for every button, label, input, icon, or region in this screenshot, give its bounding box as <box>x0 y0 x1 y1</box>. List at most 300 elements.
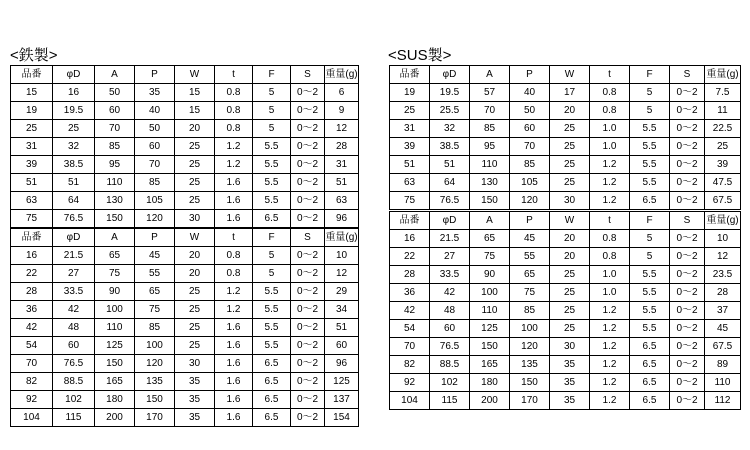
table-cell: 6.5 <box>253 210 291 228</box>
table-cell: 1.6 <box>215 192 253 210</box>
column-header: P <box>510 212 550 230</box>
table-cell: 5 <box>630 248 670 266</box>
table-cell: 0～2 <box>670 102 705 120</box>
table-row <box>390 192 741 210</box>
table-cell: 15 <box>175 102 215 120</box>
table-cell: 1.6 <box>215 355 253 373</box>
table-cell: 0.8 <box>590 248 630 266</box>
table-cell: 1.6 <box>215 319 253 337</box>
table-cell: 100 <box>510 320 550 338</box>
table-row <box>390 138 741 156</box>
table-cell: 60 <box>430 320 470 338</box>
table-cell: 25.5 <box>430 102 470 120</box>
table-cell: 5.5 <box>253 337 291 355</box>
table-cell: 102 <box>430 374 470 392</box>
table-row <box>11 265 359 283</box>
table-cell: 70 <box>510 138 550 156</box>
table-cell: 200 <box>470 392 510 410</box>
table-cell: 6.5 <box>630 392 670 410</box>
table-cell: 27 <box>430 248 470 266</box>
table-row <box>11 192 359 210</box>
table-cell: 40 <box>510 84 550 102</box>
table-cell: 64 <box>430 174 470 192</box>
table-cell: 6.5 <box>630 192 670 210</box>
table-cell: 0～2 <box>670 120 705 138</box>
table-cell: 60 <box>135 138 175 156</box>
table-cell: 85 <box>510 302 550 320</box>
table-row <box>390 320 741 338</box>
column-header: F <box>253 229 291 247</box>
table-cell: 0～2 <box>670 156 705 174</box>
table-cell: 51 <box>325 319 359 337</box>
table-cell: 33.5 <box>430 266 470 284</box>
table-cell: 51 <box>11 174 53 192</box>
table-cell: 0～2 <box>291 102 325 120</box>
table-cell: 0～2 <box>291 391 325 409</box>
column-header: 重量(g) <box>325 66 359 84</box>
table-cell: 70 <box>135 156 175 174</box>
iron-small-table <box>10 65 359 228</box>
table-cell: 0～2 <box>670 338 705 356</box>
table-cell: 137 <box>325 391 359 409</box>
table-cell: 5.5 <box>630 320 670 338</box>
table-cell: 5 <box>630 230 670 248</box>
header-row <box>390 66 741 84</box>
table-cell: 110 <box>95 319 135 337</box>
column-header: 重量(g) <box>325 229 359 247</box>
column-header: P <box>510 66 550 84</box>
table-cell: 65 <box>510 266 550 284</box>
table-cell: 105 <box>135 192 175 210</box>
table-cell: 150 <box>95 355 135 373</box>
table-cell: 1.0 <box>590 138 630 156</box>
table-cell: 88.5 <box>53 373 95 391</box>
table-cell: 100 <box>470 284 510 302</box>
table-cell: 19 <box>390 84 430 102</box>
table-cell: 5.5 <box>253 174 291 192</box>
table-row <box>11 355 359 373</box>
table-cell: 5.5 <box>253 301 291 319</box>
table-cell: 0～2 <box>291 319 325 337</box>
table-cell: 0～2 <box>291 192 325 210</box>
table-row <box>11 156 359 174</box>
table-cell: 5 <box>630 102 670 120</box>
table-cell: 0～2 <box>291 174 325 192</box>
iron-large-table <box>10 228 359 427</box>
table-cell: 5.5 <box>253 192 291 210</box>
table-cell: 50 <box>135 120 175 138</box>
table-cell: 36 <box>390 284 430 302</box>
table-cell: 70 <box>95 120 135 138</box>
table-cell: 25 <box>175 138 215 156</box>
table-cell: 28 <box>11 283 53 301</box>
column-header: W <box>175 66 215 84</box>
table-row <box>390 374 741 392</box>
table-cell: 50 <box>95 84 135 102</box>
table-cell: 5 <box>253 265 291 283</box>
table-cell: 51 <box>325 174 359 192</box>
column-header: 重量(g) <box>705 66 741 84</box>
table-row <box>11 319 359 337</box>
table-cell: 130 <box>95 192 135 210</box>
table-cell: 1.0 <box>590 120 630 138</box>
table-cell: 21.5 <box>53 247 95 265</box>
column-header: F <box>630 66 670 84</box>
table-cell: 35 <box>175 391 215 409</box>
table-cell: 5.5 <box>630 266 670 284</box>
table-cell: 37 <box>705 302 741 320</box>
table-cell: 75 <box>390 192 430 210</box>
table-cell: 0～2 <box>291 210 325 228</box>
table-cell: 0～2 <box>291 409 325 427</box>
table-cell: 76.5 <box>53 210 95 228</box>
table-cell: 110 <box>470 302 510 320</box>
table-cell: 0～2 <box>291 120 325 138</box>
table-row <box>390 338 741 356</box>
table-cell: 20 <box>550 102 590 120</box>
column-header: 品番 <box>390 66 430 84</box>
table-cell: 1.2 <box>590 338 630 356</box>
table-cell: 6.5 <box>253 409 291 427</box>
table-cell: 100 <box>95 301 135 319</box>
table-row <box>390 84 741 102</box>
table-cell: 22.5 <box>705 120 741 138</box>
table-row <box>11 120 359 138</box>
table-cell: 0～2 <box>670 138 705 156</box>
column-header: φD <box>53 229 95 247</box>
table-cell: 75 <box>135 301 175 319</box>
table-cell: 30 <box>550 338 590 356</box>
column-header: 重量(g) <box>705 212 741 230</box>
table-cell: 1.2 <box>590 320 630 338</box>
table-cell: 12 <box>325 120 359 138</box>
table-cell: 5.5 <box>253 319 291 337</box>
table-cell: 22 <box>11 265 53 283</box>
table-cell: 51 <box>430 156 470 174</box>
table-cell: 64 <box>53 192 95 210</box>
table-cell: 0～2 <box>291 373 325 391</box>
table-cell: 0～2 <box>670 284 705 302</box>
table-row <box>390 102 741 120</box>
table-cell: 0～2 <box>670 192 705 210</box>
table-cell: 63 <box>325 192 359 210</box>
column-header: F <box>253 66 291 84</box>
table-cell: 0～2 <box>670 248 705 266</box>
column-header: 品番 <box>11 229 53 247</box>
table-row <box>390 302 741 320</box>
table-cell: 30 <box>550 192 590 210</box>
table-cell: 25 <box>390 102 430 120</box>
table-cell: 45 <box>705 320 741 338</box>
table-cell: 5.5 <box>630 302 670 320</box>
table-cell: 85 <box>470 120 510 138</box>
table-cell: 27 <box>53 265 95 283</box>
table-row <box>390 156 741 174</box>
column-header: t <box>590 66 630 84</box>
table-cell: 5 <box>253 84 291 102</box>
table-cell: 25 <box>550 284 590 302</box>
iron-heading: <鉄製> <box>10 47 58 64</box>
table-cell: 0～2 <box>670 356 705 374</box>
table-cell: 0.8 <box>215 84 253 102</box>
table-cell: 19.5 <box>53 102 95 120</box>
table-row <box>11 409 359 427</box>
column-header: φD <box>53 66 95 84</box>
table-cell: 135 <box>510 356 550 374</box>
sus-small-table <box>389 65 741 210</box>
table-cell: 7.5 <box>705 84 741 102</box>
table-cell: 25 <box>175 319 215 337</box>
table-cell: 34 <box>325 301 359 319</box>
table-cell: 20 <box>175 247 215 265</box>
table-cell: 1.2 <box>215 283 253 301</box>
column-header: P <box>135 229 175 247</box>
table-cell: 25 <box>705 138 741 156</box>
table-cell: 16 <box>11 247 53 265</box>
column-header: S <box>291 229 325 247</box>
table-cell: 31 <box>390 120 430 138</box>
table-cell: 28 <box>390 266 430 284</box>
table-cell: 1.2 <box>590 174 630 192</box>
table-cell: 16 <box>53 84 95 102</box>
table-cell: 6.5 <box>630 356 670 374</box>
table-cell: 25 <box>175 192 215 210</box>
table-cell: 32 <box>430 120 470 138</box>
table-cell: 1.2 <box>590 392 630 410</box>
table-cell: 180 <box>470 374 510 392</box>
table-row <box>11 373 359 391</box>
table-cell: 5.5 <box>253 156 291 174</box>
table-cell: 0.8 <box>590 102 630 120</box>
table-cell: 25 <box>550 174 590 192</box>
table-cell: 0～2 <box>291 301 325 319</box>
table-cell: 16 <box>390 230 430 248</box>
table-cell: 10 <box>705 230 741 248</box>
header-row <box>11 229 359 247</box>
table-row <box>11 301 359 319</box>
table-cell: 17 <box>550 84 590 102</box>
table-cell: 36 <box>11 301 53 319</box>
table-row <box>11 102 359 120</box>
table-cell: 104 <box>390 392 430 410</box>
table-cell: 5.5 <box>630 138 670 156</box>
column-header: W <box>550 212 590 230</box>
table-cell: 20 <box>175 265 215 283</box>
table-cell: 76.5 <box>430 338 470 356</box>
table-cell: 0.8 <box>215 102 253 120</box>
table-cell: 95 <box>470 138 510 156</box>
table-cell: 115 <box>430 392 470 410</box>
table-row <box>11 84 359 102</box>
table-cell: 165 <box>470 356 510 374</box>
table-cell: 42 <box>11 319 53 337</box>
header-row <box>390 212 741 230</box>
table-cell: 70 <box>390 338 430 356</box>
table-cell: 6.5 <box>630 338 670 356</box>
table-cell: 120 <box>135 355 175 373</box>
column-header: W <box>175 229 215 247</box>
table-cell: 5 <box>253 120 291 138</box>
table-cell: 75 <box>510 284 550 302</box>
table-cell: 110 <box>705 374 741 392</box>
table-cell: 25 <box>550 302 590 320</box>
column-header: A <box>470 212 510 230</box>
table-cell: 1.6 <box>215 210 253 228</box>
table-cell: 65 <box>95 247 135 265</box>
table-cell: 1.0 <box>590 284 630 302</box>
table-cell: 48 <box>430 302 470 320</box>
table-cell: 70 <box>11 355 53 373</box>
table-cell: 1.6 <box>215 373 253 391</box>
table-cell: 25 <box>175 156 215 174</box>
table-row <box>390 230 741 248</box>
table-row <box>390 284 741 302</box>
column-header: t <box>590 212 630 230</box>
table-cell: 0～2 <box>291 84 325 102</box>
table-cell: 42 <box>390 302 430 320</box>
table-cell: 33.5 <box>53 283 95 301</box>
table-cell: 65 <box>135 283 175 301</box>
table-row <box>390 174 741 192</box>
table-cell: 82 <box>390 356 430 374</box>
table-cell: 11 <box>705 102 741 120</box>
table-cell: 180 <box>95 391 135 409</box>
table-row <box>390 120 741 138</box>
table-cell: 25 <box>175 337 215 355</box>
table-cell: 6.5 <box>253 391 291 409</box>
table-cell: 32 <box>53 138 95 156</box>
table-cell: 15 <box>11 84 53 102</box>
table-cell: 51 <box>390 156 430 174</box>
table-cell: 5 <box>253 247 291 265</box>
table-cell: 154 <box>325 409 359 427</box>
table-cell: 135 <box>135 373 175 391</box>
column-header: W <box>550 66 590 84</box>
table-cell: 6.5 <box>630 374 670 392</box>
table-cell: 6.5 <box>253 355 291 373</box>
table-cell: 130 <box>470 174 510 192</box>
table-cell: 25 <box>550 156 590 174</box>
table-cell: 29 <box>325 283 359 301</box>
column-header: t <box>215 229 253 247</box>
table-cell: 0～2 <box>291 247 325 265</box>
table-cell: 0～2 <box>670 174 705 192</box>
table-cell: 25 <box>11 120 53 138</box>
table-cell: 54 <box>390 320 430 338</box>
table-cell: 5 <box>630 84 670 102</box>
table-cell: 60 <box>325 337 359 355</box>
sus-heading: <SUS製> <box>388 47 452 64</box>
table-cell: 0～2 <box>291 156 325 174</box>
table-cell: 1.2 <box>590 156 630 174</box>
table-row <box>11 210 359 228</box>
table-row <box>11 391 359 409</box>
table-row <box>11 174 359 192</box>
table-cell: 88.5 <box>430 356 470 374</box>
table-cell: 23.5 <box>705 266 741 284</box>
table-cell: 0～2 <box>291 283 325 301</box>
table-cell: 55 <box>510 248 550 266</box>
table-cell: 75 <box>95 265 135 283</box>
table-cell: 85 <box>95 138 135 156</box>
table-cell: 25 <box>175 301 215 319</box>
table-cell: 30 <box>175 355 215 373</box>
table-cell: 19.5 <box>430 84 470 102</box>
table-cell: 67.5 <box>705 338 741 356</box>
table-cell: 85 <box>510 156 550 174</box>
table-cell: 47.5 <box>705 174 741 192</box>
table-cell: 105 <box>510 174 550 192</box>
table-cell: 6 <box>325 84 359 102</box>
column-header: S <box>670 66 705 84</box>
table-cell: 31 <box>325 156 359 174</box>
table-cell: 1.2 <box>215 138 253 156</box>
table-cell: 5 <box>253 102 291 120</box>
table-cell: 0～2 <box>291 355 325 373</box>
table-row <box>11 283 359 301</box>
table-cell: 0～2 <box>670 302 705 320</box>
table-cell: 150 <box>470 192 510 210</box>
column-header: A <box>470 66 510 84</box>
table-cell: 5.5 <box>253 283 291 301</box>
table-cell: 125 <box>95 337 135 355</box>
table-cell: 90 <box>95 283 135 301</box>
table-cell: 150 <box>95 210 135 228</box>
table-cell: 67.5 <box>705 192 741 210</box>
table-cell: 35 <box>175 409 215 427</box>
table-cell: 165 <box>95 373 135 391</box>
table-cell: 120 <box>510 192 550 210</box>
table-cell: 5.5 <box>630 156 670 174</box>
table-cell: 0.8 <box>215 120 253 138</box>
table-cell: 45 <box>135 247 175 265</box>
table-cell: 200 <box>95 409 135 427</box>
column-header: A <box>95 229 135 247</box>
table-row <box>11 337 359 355</box>
table-cell: 20 <box>175 120 215 138</box>
table-cell: 1.6 <box>215 391 253 409</box>
column-header: F <box>630 212 670 230</box>
table-cell: 63 <box>390 174 430 192</box>
table-cell: 25 <box>175 174 215 192</box>
table-cell: 0～2 <box>670 230 705 248</box>
table-cell: 104 <box>11 409 53 427</box>
column-header: φD <box>430 212 470 230</box>
column-header: 品番 <box>390 212 430 230</box>
table-cell: 12 <box>705 248 741 266</box>
table-cell: 1.2 <box>215 156 253 174</box>
table-cell: 20 <box>550 248 590 266</box>
table-cell: 39 <box>11 156 53 174</box>
table-cell: 30 <box>175 210 215 228</box>
table-cell: 25 <box>550 138 590 156</box>
table-cell: 22 <box>390 248 430 266</box>
table-cell: 5.5 <box>630 120 670 138</box>
table-cell: 12 <box>325 265 359 283</box>
table-cell: 150 <box>135 391 175 409</box>
table-cell: 55 <box>135 265 175 283</box>
table-cell: 35 <box>550 356 590 374</box>
table-cell: 1.2 <box>590 302 630 320</box>
table-cell: 39 <box>390 138 430 156</box>
table-cell: 125 <box>325 373 359 391</box>
table-cell: 1.6 <box>215 337 253 355</box>
header-row <box>11 66 359 84</box>
table-row <box>390 266 741 284</box>
table-cell: 28 <box>705 284 741 302</box>
table-cell: 25 <box>550 120 590 138</box>
table-cell: 112 <box>705 392 741 410</box>
